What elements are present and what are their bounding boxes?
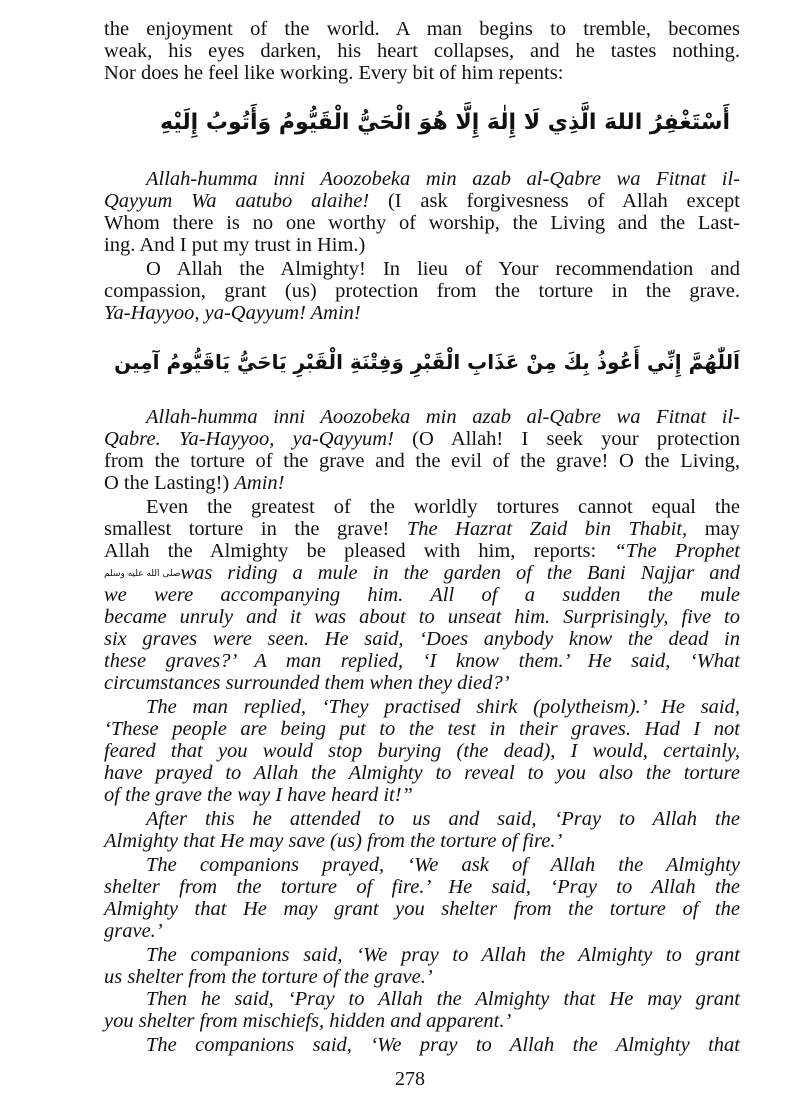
text-span: The Hazrat Zaid bin Thabit, [406,518,688,540]
text-line: of the grave the way I have heard it!” [104,784,413,806]
text-line: Almighty that He may save (us) from the torture of fire.’ [104,830,563,852]
text-line: Allah-humma inni Aoozobeka min azab al-Qabre wa Fitnat il- [146,168,740,190]
text-span: smallest torture in the grave! [104,518,407,540]
pbuh-calligraphy: صلى الله عليه وسلم [104,569,181,580]
text-line: The man replied, ‘They practised shirk (polytheism).’ He said, [146,696,740,718]
text-line: weak, his eyes darken, his heart collapses, and he tastes nothing. [104,40,740,62]
text-line [104,518,740,540]
text-line: have prayed to Allah the Almighty to reveal to you also the torture [104,762,740,784]
text-line: The companions said, ‘We pray to Allah the Almighty to grant [146,944,740,966]
text-line: Almighty that He may grant you shelter from the torture of the [104,898,740,920]
text-line: circumstances surrounded them when they died?’ [104,672,510,694]
text-line: us shelter from the torture of the grave.’ [104,966,433,988]
text-line [104,190,740,212]
text-span: Amin! [234,472,285,494]
text-line: grave.’ [104,920,163,942]
page-number: 278 [395,1068,425,1090]
text-line: shelter from the torture of fire.’ He said, ‘Pray to Allah the [104,876,740,898]
text-line: ‘These people are being put to the test in their graves. Had I not [104,718,740,740]
text-line: the enjoyment of the world. A man begins to tremble, becomes [104,18,740,40]
text-line: Then he said, ‘Pray to Allah the Almighty that He may grant [146,988,740,1010]
text-line: Ya-Hayyoo, ya-Qayyum! Amin! [104,302,361,324]
text-line: Nor does he feel like working. Every bit of him repents: [104,62,564,84]
translation: (I ask forgivesness of Allah except [369,190,740,212]
text-line: you shelter from mischiefs, hidden and apparent.’ [104,1010,512,1032]
text-line [104,472,740,494]
text-line: After this he attended to us and said, ‘Pray to Allah the [146,808,740,830]
text-line: feared that you would stop burying (the dead), I would, certainly, [104,740,740,762]
text-line: these graves?’ A man replied, ‘I know them.’ He said, ‘What [104,650,740,672]
arabic-prayer-2: اَللّٰهُمَّ إِنِّي أَعُوذُ بِكَ مِنْ عَذَابِ الْقَبْرِ وَفِتْنَةِ الْقَبْرِ يَاحَيُّ يَاقَيُّومُ آمِين [114,350,740,374]
text-line: we were accompanying him. All of a sudden the mule [104,584,740,606]
text-line: Even the greatest of the worldly tortures cannot equal the [146,496,740,518]
text-span: may [687,518,741,540]
text-line: compassion, grant (us) protection from the torture in the grave. [104,280,740,302]
text-line: The companions said, ‘We pray to Allah the Almighty that [146,1034,740,1056]
text-span: was riding a mule in the garden of the Bani Najjar and [180,562,740,584]
transliteration: Qayyum Wa aatubo alaihe! [104,190,370,212]
transliteration: Qabre. Ya-Hayyoo, ya-Qayyum! [104,428,394,450]
text-line: Whom there is no one worthy of worship, the Living and the Last- [104,212,740,234]
text-span: “The Prophet [614,540,741,562]
text-line [104,428,740,450]
text-line: Allah-humma inni Aoozobeka min azab al-Qabre wa Fitnat il- [146,406,740,428]
text-line [104,540,740,562]
text-line: six graves were seen. He said, ‘Does anybody know the dead in [104,628,740,650]
arabic-prayer-1: أَسْتَغْفِرُ اللهَ الَّذِي لَا إِلٰهَ إِلَّا هُوَ الْحَيُّ الْقَيُّومُ وَأَتُوبُ إِلَيْهِ [160,110,730,135]
text-line: O Allah the Almighty! In lieu of Your recommendation and [146,258,740,280]
text-span: O the Lasting!) [104,472,235,494]
text-line: from the torture of the grave and the evil of the grave! O the Living, [104,450,740,472]
text-line: ing. And I put my trust in Him.) [104,234,366,256]
text-line [104,562,740,585]
text-span: Allah the Almighty be pleased with him, reports: [104,540,615,562]
text-line: The companions prayed, ‘We ask of Allah the Almighty [146,854,740,876]
translation: (O Allah! I seek your protection [393,428,741,450]
text-line: became unruly and it was about to unseat him. Surprisingly, five to [104,606,740,628]
